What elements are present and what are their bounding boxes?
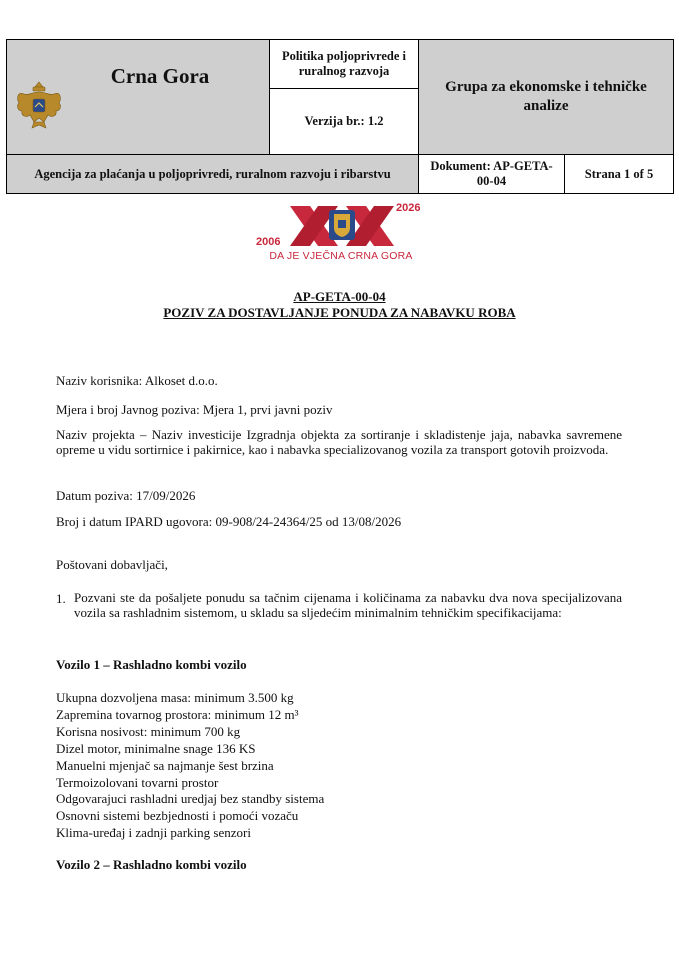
field-measure: Mjera i broj Javnog poziva: Mjera 1, prvi javni poziv	[56, 402, 333, 417]
logo-year-left: 2006	[256, 236, 281, 248]
header-document-cell	[418, 154, 565, 194]
vehicle1-heading: Vozilo 1 – Rashladno kombi vozilo	[56, 657, 247, 672]
spec-item: Ukupna dozvoljena masa: minimum 3.500 kg	[56, 690, 294, 705]
coat-of-arms	[14, 78, 64, 132]
field-contract: Broj i datum IPARD ugovora: 09-908/24-24364/25 od 13/08/2026	[56, 514, 402, 529]
header-page: Strana 1 of 5	[584, 166, 654, 181]
header-policy: Politika poljoprivrede i ruralnog razvoja	[281, 49, 407, 78]
header-agency-cell	[6, 154, 419, 194]
header-group-cell	[418, 39, 674, 155]
header-agency: Agencija za plaćanja u poljoprivredi, ruralnom razvoju i ribarstvu	[34, 166, 391, 181]
header-country: Crna Gora	[110, 64, 210, 88]
spec-item: Osnovni sistemi bezbjednosti i pomoći vozaču	[56, 808, 299, 824]
vehicle1-spec-list	[56, 690, 626, 842]
document-title: POZIV ZA DOSTAVLJANJE PONUDA ZA NABAVKU ROBA	[163, 305, 516, 320]
logo-slogan: DA JE VJEČNA CRNA GORA	[269, 250, 413, 262]
spec-item: Klima-uređaj i zadnji parking senzori	[56, 825, 251, 841]
spec-item: Dizel motor, minimalne snage 136 KS	[56, 740, 256, 756]
spec-item: Odgovarajuci rashladni uredjaj bez standby sistema	[56, 791, 325, 807]
header-policy-cell	[269, 39, 419, 89]
jubilee-logo	[250, 200, 430, 270]
document-code: AP-GETA-00-04	[293, 289, 386, 304]
header-document: Dokument: AP-GETA-00-04	[430, 159, 553, 188]
spec-item: Manuelni mjenjač sa najmanje šest brzina	[56, 757, 274, 773]
item1-number: 1.	[56, 591, 66, 606]
header-version-cell	[269, 88, 419, 155]
field-date: Datum poziva: 17/09/2026	[56, 488, 196, 503]
spec-item: Termoizolovani tovarni prostor	[56, 774, 219, 790]
header-version: Verzija br.: 1.2	[304, 114, 384, 128]
header-page-cell	[564, 154, 674, 194]
vehicle2-heading: Vozilo 2 – Rashladno kombi vozilo	[56, 857, 247, 872]
item1-text: Pozvani ste da pošaljete ponudu sa tačnim cijenama i količinama za nabavku dva nova specijalizovana vozila sa rashladnim sistemom, u skladu sa sljedećim minimalnim tehničkim specifikacijama:	[74, 590, 622, 620]
greeting: Poštovani dobavljači,	[56, 557, 168, 572]
spec-item: Zapremina tovarnog prostora: minimum 12 m³	[56, 706, 299, 722]
field-beneficiary: Naziv korisnika: Alkoset d.o.o.	[56, 373, 218, 388]
spec-item: Korisna nosivost: minimum 700 kg	[56, 723, 241, 739]
logo-year-right: 2026	[396, 202, 421, 214]
header-group: Grupa za ekonomske i tehničke analize	[445, 79, 647, 114]
field-project: Naziv projekta – Naziv investicije Izgradnja objekta za sortiranje i skladistenje jaja, nabavka savremene opreme u vidu sortirnice i pakirnice, kao i nabavka specializovanog vozila za transport gotovih proizvoda.	[56, 427, 622, 457]
